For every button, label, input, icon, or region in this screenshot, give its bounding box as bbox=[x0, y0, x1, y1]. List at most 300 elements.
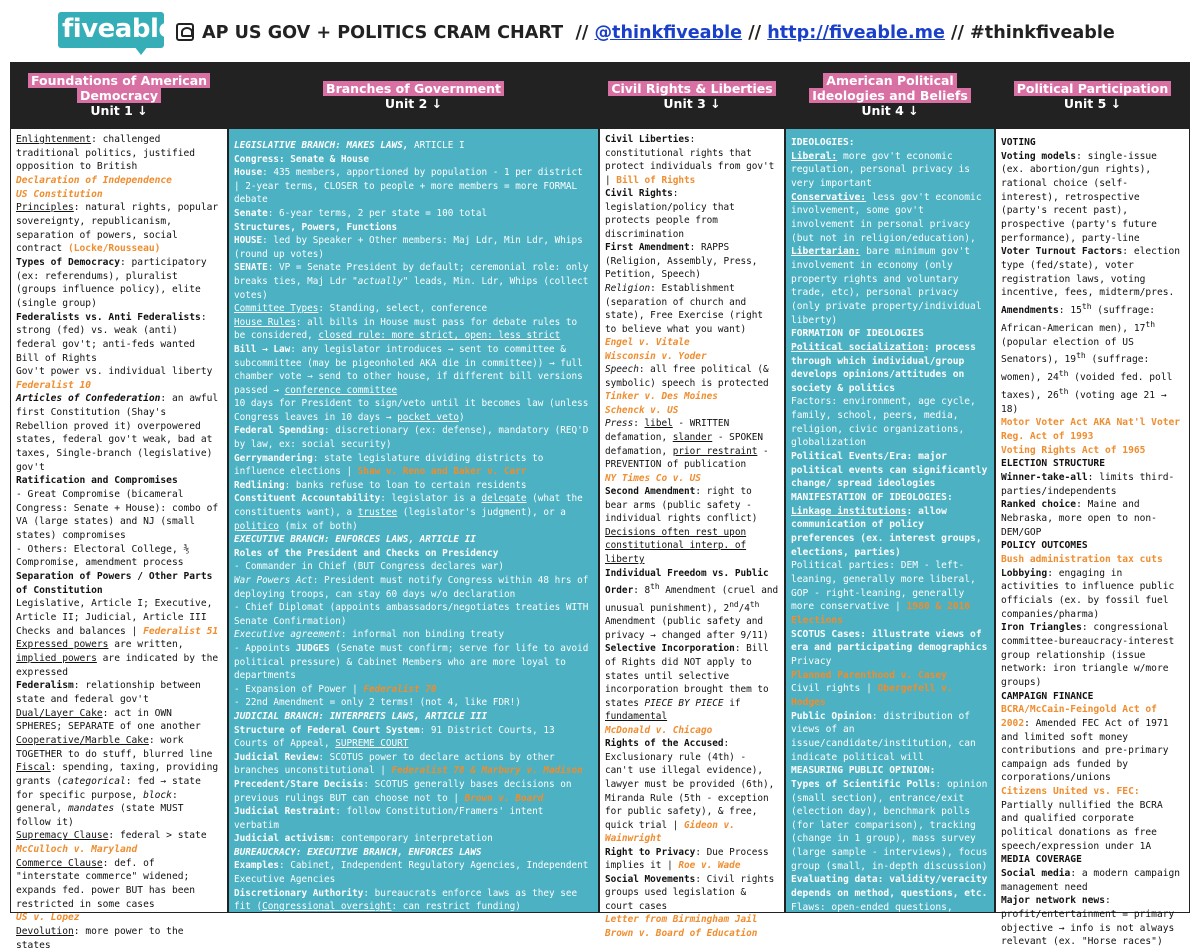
unit-1-name: Foundations of American bbox=[28, 73, 210, 88]
content-text: nd bbox=[729, 599, 739, 609]
content-text: : legislator is a bbox=[380, 493, 482, 505]
content-text: Lobbying bbox=[1001, 567, 1048, 579]
content-line bbox=[605, 737, 779, 845]
content-text: th bbox=[1145, 319, 1156, 329]
unit-2-name: Branches of Government bbox=[323, 81, 504, 96]
content-text: Ranked choice bbox=[1001, 499, 1077, 511]
content-text: Articles of Confederation bbox=[16, 393, 161, 405]
content-line: Legislative, Article I; Executive, Article II; Judicial, Article III bbox=[16, 598, 213, 623]
content-line bbox=[605, 642, 779, 723]
content-text: Shaw v. Reno and Baker v. Carr bbox=[357, 466, 527, 478]
content-text: Right to Privacy bbox=[605, 846, 696, 858]
content-line bbox=[1001, 471, 1184, 498]
content-text: "actually" bbox=[352, 275, 409, 287]
content-text: : a modern campaign management need bbox=[1001, 868, 1181, 893]
content-line bbox=[234, 628, 593, 642]
content-line bbox=[16, 133, 222, 174]
content-line bbox=[791, 450, 989, 491]
content-line bbox=[791, 191, 989, 246]
content-line bbox=[1001, 150, 1184, 246]
content-line: Privacy bbox=[791, 655, 832, 667]
content-line bbox=[16, 925, 222, 952]
content-text: : Civil rights groups used legislation & court cases bbox=[605, 873, 775, 912]
unit-1-header: Foundations of American Democracy Unit 1 ↓ bbox=[11, 63, 227, 129]
content-text: th bbox=[1058, 369, 1069, 379]
content-text: ARTICLE I bbox=[408, 140, 465, 151]
content-text: Fiscal bbox=[16, 762, 51, 774]
content-text: FORMATION OF IDEOLOGIES bbox=[791, 328, 924, 340]
content-line: - Great Compromise (bicameral Congress: Senate + House): combo of VA (large states) and NJ (small states) compromises bbox=[16, 489, 219, 542]
content-text: Civil Liberties bbox=[605, 134, 690, 145]
content-text: Religion bbox=[605, 283, 651, 295]
content-text: Federalist 70 bbox=[363, 683, 437, 695]
content-text: : legislation/policy that protects people from discrimination bbox=[605, 188, 735, 240]
content-text: Voter Turnout Factors bbox=[1001, 246, 1123, 258]
content-text: : SCOTUS generally bases decisions on previous rulings BUT can choose not to | bbox=[234, 778, 572, 804]
content-text: if bbox=[723, 697, 741, 709]
content-line bbox=[234, 642, 593, 683]
content-text: Roles of the President and Checks on Presidency bbox=[234, 547, 499, 559]
content-line: - 22nd Amendment = only 2 terms! (not 4, like FDR!) bbox=[234, 697, 521, 709]
content-text: more gov't economic regulation, personal privacy is very important bbox=[791, 150, 971, 189]
content-line bbox=[1001, 621, 1184, 689]
unit-4-column bbox=[785, 62, 995, 941]
content-text: : Bill of Rights did NOT apply to states until selective incorporation brought them to states bbox=[605, 643, 769, 709]
content-text: Roe v. Wade bbox=[678, 860, 741, 872]
content-text: IDEOLOGIES: bbox=[791, 137, 855, 148]
unit-1-content bbox=[11, 129, 227, 951]
content-text: BUREAUCRACY: EXECUTIVE BRANCH, ENFORCES LAWS bbox=[234, 846, 482, 858]
content-text: EXECUTIVE BRANCH: ENFORCES LAWS, ARTICLE II bbox=[234, 534, 476, 546]
unit-2-content bbox=[229, 129, 598, 912]
content-text: PIECE BY PIECE bbox=[644, 697, 724, 709]
content-text: (Locke/Rousseau) bbox=[67, 243, 161, 255]
content-line bbox=[16, 857, 222, 912]
content-text: : strong (fed) vs. weak (anti) federal gov't; anti-feds wanted Bill of Rights bbox=[16, 311, 207, 364]
content-text: : SCOTUS power to declare actions by other branches unconstitutional | bbox=[234, 751, 555, 777]
content-text: : led by Speaker + Other members: Maj Ldr, Min Ldr, Whips (round up votes) bbox=[234, 235, 583, 260]
content-text: : allow communication of policy preferences (ex. interest groups, elections, parties) bbox=[791, 505, 982, 558]
content-text: (suffrage: women), 24 bbox=[1001, 354, 1150, 384]
content-text: : federal > state bbox=[108, 830, 207, 842]
content-text: Amendment (cruel and unusual punishment), 2 bbox=[605, 585, 779, 614]
content-text: Examples bbox=[234, 860, 280, 872]
content-text: : can restrict funding) bbox=[391, 901, 521, 913]
content-text: : congressional committee-bureaucracy-interest group relationship (issue network: iron triangle w/more groups) bbox=[1001, 622, 1175, 688]
content-text: Social Movements bbox=[605, 873, 696, 885]
content-text: Judicial Review bbox=[234, 751, 319, 763]
content-text: Congressional oversight bbox=[262, 901, 392, 913]
content-text: Supremacy Clause bbox=[16, 830, 109, 842]
content-text: : more power to the states bbox=[16, 926, 184, 951]
content-text: Civil Rights bbox=[605, 188, 673, 200]
content-text: closed rule: more strict, open: less strict bbox=[318, 330, 561, 342]
unit-1-column bbox=[10, 62, 228, 951]
content-text: (mix of both) bbox=[279, 520, 358, 532]
content-line bbox=[791, 491, 989, 505]
content-text: : engaging in activities to influence public officials (ex. by fossil fuel companies/pharma) bbox=[1001, 567, 1175, 620]
unit-4-content bbox=[786, 129, 994, 941]
content-text: (state MUST follow it) bbox=[16, 803, 184, 828]
content-text: Redlining bbox=[234, 479, 285, 491]
content-text: : state legislature dividing districts to influence elections | bbox=[234, 452, 544, 478]
content-text: Liberal: bbox=[791, 150, 838, 162]
content-line: Citizens United vs. FEC: bbox=[1001, 786, 1140, 798]
content-text: LEGISLATIVE BRANCH: MAKES LAWS, bbox=[234, 140, 409, 151]
content-text: : constitutional rights that protect individuals from gov't | bbox=[605, 134, 775, 186]
content-line bbox=[791, 873, 989, 900]
content-text: ELECTION STRUCTURE bbox=[1001, 458, 1105, 470]
content-line bbox=[791, 505, 989, 560]
content-text: : 8 bbox=[633, 585, 651, 597]
content-line: Wisconsin v. Yoder bbox=[605, 350, 707, 362]
content-text: Judicial Restraint bbox=[234, 806, 336, 818]
content-text: Political parties: DEM - left-leaning, generally more liberal, GOP - right-leaning, generally more conservative | bbox=[791, 560, 976, 613]
page-header bbox=[0, 0, 1200, 62]
content-text: Dual/Layer Cake bbox=[16, 707, 103, 719]
content-text: : distribution of views of an issue/candidate/institution, can indicate political will bbox=[791, 710, 976, 763]
content-line bbox=[791, 136, 989, 150]
website-link[interactable]: http://fiveable.me bbox=[767, 23, 945, 43]
unit-5-content bbox=[996, 129, 1189, 948]
content-line bbox=[605, 133, 779, 187]
content-line bbox=[16, 679, 222, 706]
content-line bbox=[234, 533, 593, 547]
content-line bbox=[791, 327, 989, 341]
content-line bbox=[1001, 498, 1184, 539]
content-text: less gov't economic involvement, some gov't involvement in personal privacy (but not in religion/education), bbox=[791, 191, 982, 244]
content-text: Federalist 51 bbox=[143, 625, 219, 637]
unit-2-header bbox=[229, 63, 598, 129]
content-line: Engel v. Vitale bbox=[605, 337, 690, 349]
content-line bbox=[791, 245, 989, 327]
content-text: Voting models bbox=[1001, 150, 1077, 162]
content-text: Senate bbox=[234, 207, 268, 219]
content-text: delegate bbox=[481, 493, 527, 505]
content-text: Structures, Powers, Functions bbox=[234, 221, 398, 233]
content-line bbox=[16, 829, 222, 843]
unit-2-label: Unit 2 ↓ bbox=[384, 95, 443, 111]
content-text: CAMPAIGN FINANCE bbox=[1001, 690, 1094, 702]
content-line bbox=[791, 628, 989, 655]
content-text: Amendment (public safety and privacy → changed after 9/11) bbox=[605, 616, 769, 641]
content-line bbox=[16, 625, 222, 639]
content-text: SUPREME COURT bbox=[335, 738, 409, 750]
backpack-icon bbox=[176, 23, 194, 41]
content-text: : profit/entertainment = primary objective → info is not always relevant (ex. "Horse races") bbox=[1001, 895, 1175, 948]
content-text: pocket veto bbox=[397, 411, 460, 423]
content-text: : 15 bbox=[1058, 305, 1082, 317]
content-line bbox=[1001, 867, 1184, 894]
content-text: Cooperative/Marble Cake bbox=[16, 734, 149, 746]
content-text: Federalists vs. Anti Federalists bbox=[16, 311, 201, 323]
content-text: conference committee bbox=[284, 384, 398, 396]
content-text: Individual Freedom vs. Public Order bbox=[605, 567, 769, 597]
content-text: : Establishment (separation of church and state), Free Exercise (right to believe what you want) bbox=[605, 283, 764, 335]
content-text: Separation of Powers / Other Parts of Constitution bbox=[16, 571, 213, 596]
content-line bbox=[234, 778, 593, 805]
content-text: - Appoints bbox=[234, 642, 296, 654]
content-text: libel bbox=[644, 418, 673, 430]
content-text: Checks and balances | bbox=[16, 625, 144, 637]
content-line: - Others: Electoral College, ⅗ Compromise, amendment process bbox=[16, 543, 190, 569]
content-line bbox=[16, 570, 222, 597]
content-text: Selective Incorporation bbox=[605, 643, 735, 655]
content-text: : an awful first Constitution (Shay's Rebellion proved it) overpowered states, federal gov't weak, bad at taxes, Single-branch (legislative) gov't bbox=[16, 393, 219, 473]
content-text: : challenged traditional politics, justified opposition to British bbox=[16, 134, 196, 173]
content-text: Evaluating data: validity/veracity depends on method, questions, etc. bbox=[791, 874, 988, 900]
content-text: Principles bbox=[16, 202, 74, 214]
content-line: NY Times Co v. US bbox=[605, 472, 701, 484]
content-line bbox=[605, 485, 779, 526]
content-text: Iron Triangles bbox=[1001, 622, 1082, 634]
content-line bbox=[16, 392, 222, 474]
content-text: Speech bbox=[605, 364, 639, 376]
content-text: : 91 District Courts, 13 Courts of Appeal, bbox=[234, 724, 555, 750]
content-text: (legislator's judgment), or a bbox=[397, 507, 566, 519]
content-line: McCulloch v. Maryland bbox=[16, 844, 138, 856]
content-text: : President must notify Congress within 48 hrs of deploying troops, can stay 60 days w/o declaration bbox=[234, 575, 589, 600]
content-text: : relationship between state and federal gov't bbox=[16, 680, 201, 705]
content-text: : Due Process implies it | bbox=[605, 846, 769, 872]
content-text: JUDICIAL BRANCH: INTERPRETS LAWS, ARTICLE III bbox=[234, 710, 488, 722]
content-line bbox=[234, 153, 593, 167]
unit-5-column bbox=[995, 62, 1190, 948]
content-text: Public Opinion bbox=[791, 710, 872, 722]
content-line bbox=[16, 256, 222, 311]
content-line bbox=[234, 166, 593, 207]
unit-4-label: Unit 4 ↓ bbox=[861, 103, 919, 118]
content-line: Tinker v. Des Moines bbox=[605, 391, 718, 403]
content-text: Social media bbox=[1001, 868, 1071, 880]
content-text: Federal Spending bbox=[234, 425, 325, 437]
content-text: Precedent/Stare Decisis bbox=[234, 778, 364, 790]
content-text: Types of Scientific Polls bbox=[791, 778, 936, 790]
content-line bbox=[1001, 457, 1184, 471]
content-text: MEDIA COVERAGE bbox=[1001, 854, 1082, 866]
content-line: Factors: environment, age cycle, family, school, peers, media, religion, civic organizations, globalization bbox=[791, 396, 976, 449]
content-line bbox=[1001, 300, 1184, 417]
content-line bbox=[791, 682, 989, 709]
content-line bbox=[605, 873, 779, 914]
content-text: Executive agreement bbox=[234, 629, 341, 641]
content-line: Motor Voter Act AKA Nat'l Voter Reg. Act of 1993 bbox=[1001, 417, 1181, 443]
content-text: Types of Democracy bbox=[16, 256, 120, 268]
content-line bbox=[234, 492, 593, 533]
content-line bbox=[234, 574, 593, 601]
content-line bbox=[1001, 245, 1184, 300]
content-text: Commerce Clause bbox=[16, 857, 103, 869]
content-text: : Cabinet, Independent Regulatory Agencies, Independent Executive Agencies bbox=[234, 860, 589, 886]
content-text: SCOTUS Cases: illustrate views of era and participating demographics bbox=[791, 628, 988, 654]
content-text: Conservative: bbox=[791, 191, 867, 203]
content-text: : Maine and Nebraska, more open to non-DEM/GOP bbox=[1001, 499, 1157, 538]
content-text: ) bbox=[459, 411, 465, 423]
content-line bbox=[234, 207, 593, 221]
content-text: House Rules bbox=[234, 316, 296, 328]
content-text: Devolution bbox=[16, 926, 74, 938]
content-text: th bbox=[1058, 386, 1069, 396]
unit-3-name: Civil Rights & Liberties bbox=[608, 81, 775, 96]
twitter-link[interactable]: @thinkfiveable bbox=[594, 23, 743, 43]
content-line bbox=[791, 559, 989, 627]
content-text: JUDGES bbox=[295, 642, 330, 654]
content-text: : process through which individual/group develops opinions/attitudes on society & politics bbox=[791, 341, 976, 394]
content-text: leads, Min. Ldr, Whips (collect votes) bbox=[234, 275, 589, 301]
content-line bbox=[605, 282, 779, 336]
content-text: : contemporary interpretation bbox=[329, 833, 493, 845]
content-text: Gideon v. Wainwright bbox=[605, 819, 735, 845]
content-line bbox=[16, 638, 222, 679]
content-line bbox=[16, 761, 222, 829]
content-line bbox=[234, 724, 593, 751]
content-text: Obergefell v. Hodges bbox=[791, 683, 953, 708]
content-line: - Chief Diplomat (appoints ambassadors/negotiates treaties WITH Senate Confirmation) bbox=[234, 602, 589, 627]
content-text: prior restraint bbox=[672, 445, 758, 457]
content-text: (Senate must confirm; serve for life to avoid political pressure) & Cabinet Members who are more loyal to departments bbox=[234, 642, 589, 682]
content-text: House bbox=[234, 167, 263, 179]
content-text: th bbox=[1081, 301, 1092, 311]
content-text: Second Amendment bbox=[605, 486, 696, 498]
content-line bbox=[234, 846, 593, 860]
content-text: : bbox=[633, 418, 645, 430]
content-line: Letter from Birmingham Jail bbox=[605, 914, 758, 926]
content-line bbox=[1001, 703, 1184, 785]
content-text: block bbox=[143, 789, 172, 801]
content-text: : natural rights, popular sovereignty, republicanism, separation of powers, social contract bbox=[16, 202, 219, 255]
content-text: : 6-year terms, 2 per state = 100 total bbox=[267, 207, 488, 219]
content-line bbox=[605, 567, 779, 643]
content-text: BCRA/McCain-Feingold Act of 2002 bbox=[1001, 704, 1157, 729]
content-line bbox=[234, 479, 593, 493]
unit-5-label: Unit 5 ↓ bbox=[1063, 95, 1122, 111]
content-text: 1980 & 2016 Elections bbox=[791, 601, 971, 626]
content-text: VOTING bbox=[1001, 137, 1036, 148]
content-line bbox=[791, 764, 989, 778]
content-line bbox=[1001, 567, 1184, 622]
content-line bbox=[1001, 136, 1184, 150]
content-line: Schenck v. US bbox=[605, 404, 679, 416]
content-line bbox=[234, 547, 593, 561]
content-text: - SPOKEN defamation, bbox=[605, 432, 764, 457]
content-text: : 435 members, apportioned by population - 1 per district | 2-year terms, CLOSER to people + more members = more FORMAL debate bbox=[234, 167, 583, 206]
content-text: : act in OWN SPHERES; SEPARATE of one another bbox=[16, 707, 201, 733]
content-line: US v. Lopez bbox=[16, 912, 80, 924]
content-text: : RAPPS (Religion, Assembly, Press, Petition, Speech) bbox=[605, 242, 758, 281]
content-text: : all bills in House must pass for debate rules to be considered, bbox=[234, 316, 578, 342]
title-text: AP US GOV + POLITICS CRAM CHART bbox=[202, 23, 564, 43]
content-line bbox=[234, 261, 593, 302]
content-text: : election type (fed/state), voter registration laws, voting incentive, fees, midterm/pres. bbox=[1001, 246, 1181, 299]
content-line: Decisions often rest upon constitutional interp. of liberty bbox=[605, 526, 747, 565]
content-line bbox=[605, 846, 779, 873]
content-text: (voting age 21 → 18) bbox=[1001, 390, 1167, 415]
content-text: First Amendment bbox=[605, 242, 690, 254]
content-line bbox=[234, 234, 593, 261]
content-text: : Exclusionary rule (4th) - can't use illegal evidence), lawyer must be provided (6th), Miranda Rule (5th - exception for public safety), & free, quick trial | bbox=[605, 738, 775, 831]
unit-1-label: Unit 1 ↓ bbox=[90, 103, 148, 118]
content-line bbox=[605, 363, 779, 390]
content-line: Partially nullified the BCRA and qualified corporate political donations as free speech/expression under 1A bbox=[1001, 799, 1163, 852]
content-line bbox=[234, 859, 593, 886]
content-line bbox=[234, 343, 593, 397]
hashtag: #thinkfiveable bbox=[970, 23, 1115, 43]
content-line bbox=[1001, 853, 1184, 867]
content-text: fundamental bbox=[605, 711, 668, 723]
content-text: : def. of "interstate commerce" widened; expands fed. power BUT has been restricted in some cases bbox=[16, 857, 196, 910]
content-line bbox=[605, 417, 779, 471]
content-text: (suffrage: African-American men), 17 bbox=[1001, 305, 1156, 334]
content-text: Rights of the Accused bbox=[605, 738, 724, 750]
content-line bbox=[234, 805, 593, 832]
content-line bbox=[234, 751, 593, 778]
content-text: : banks refuse to loan to certain residents bbox=[284, 479, 527, 491]
content-text: 10 days for President to sign/veto until it becomes law (unless Congress leaves in 10 days → bbox=[234, 398, 589, 423]
content-text: bare minimum gov't involvement in economy (only property rights and voluntary trade, etc), personal privacy (only private property/individual liberty) bbox=[791, 246, 982, 326]
fiveable-logo[interactable]: fiveable bbox=[58, 12, 164, 48]
content-line: Bush administration tax cuts bbox=[1001, 553, 1163, 565]
content-text: : Amended FEC Act of 1971 and limited soft money contributions and pre-primary campaign ads funded by corporations/unions bbox=[1001, 717, 1169, 784]
content-line: Flaws: open-ended questions, insufficient sample size, high margin of error bbox=[791, 901, 965, 941]
content-text: : all free political (& symbolic) speech is protected bbox=[605, 364, 769, 389]
content-text: Ratification and Compromises bbox=[16, 475, 178, 487]
content-line bbox=[16, 311, 222, 366]
content-text: Major network news bbox=[1001, 895, 1105, 907]
content-text: : opinion (small section), entrance/exit (election day), benchmark polls (for later comparison), tracking (change in 1 group), mass survey (large sample - interviews), focus group (small, in-depth discussion) bbox=[791, 778, 988, 872]
content-text: Judicial activism bbox=[234, 833, 330, 845]
content-text: Press bbox=[605, 418, 634, 430]
content-line bbox=[791, 150, 989, 191]
content-text: MANIFESTATION OF IDEOLOGIES: bbox=[791, 492, 953, 504]
content-text: : spending, taxing, providing grants ( bbox=[16, 762, 219, 787]
content-text: HOUSE bbox=[234, 235, 263, 247]
content-line bbox=[234, 221, 593, 235]
content-text: : informal non binding treaty bbox=[340, 629, 505, 641]
unit-3-content bbox=[600, 129, 784, 939]
content-text: are indicated by the expressed bbox=[16, 652, 219, 678]
content-line bbox=[234, 452, 593, 479]
content-text: Federalism bbox=[16, 680, 74, 692]
content-text: Constituent Accountability bbox=[234, 493, 381, 505]
content-text: : any legislator introduces → sent to committee & subcommittee (may be pigeonholed AKA die in committee)) → full chamber vote → send to other house, if different bill versions passed → bbox=[234, 343, 583, 396]
content-line bbox=[234, 302, 593, 316]
unit-2-column bbox=[228, 62, 599, 913]
content-line: Gov't power vs. individual liberty bbox=[16, 366, 213, 378]
content-text: Libertarian: bbox=[791, 246, 861, 258]
content-text: Enlightenment bbox=[16, 134, 92, 145]
content-text: Brown v. Board bbox=[464, 792, 544, 804]
content-line: Declaration of Independence bbox=[16, 174, 172, 186]
content-text: Civil rights | bbox=[791, 683, 878, 695]
content-line bbox=[234, 832, 593, 846]
content-text: Discretionary Authority bbox=[234, 887, 364, 899]
content-text: : limits third-parties/independents bbox=[1001, 472, 1175, 497]
content-line bbox=[234, 139, 593, 153]
content-text: MEASURING PUBLIC OPINION: bbox=[791, 765, 936, 777]
content-text: SENATE bbox=[234, 262, 268, 274]
content-text: War Powers Act bbox=[234, 575, 313, 586]
content-line bbox=[234, 424, 593, 451]
content-text: : discretionary (ex: defense), mandatory (REQ'D by law, ex: social security) bbox=[234, 425, 589, 451]
content-line bbox=[234, 887, 593, 914]
content-text: /4 bbox=[738, 602, 750, 614]
unit-5-header bbox=[996, 63, 1189, 129]
content-line bbox=[605, 241, 779, 282]
content-text: : fed → state for specific purpose, bbox=[16, 775, 201, 801]
content-text: : bureaucrats enforce laws as they see fit ( bbox=[234, 887, 578, 913]
content-line bbox=[791, 710, 989, 765]
content-line bbox=[1001, 539, 1184, 553]
